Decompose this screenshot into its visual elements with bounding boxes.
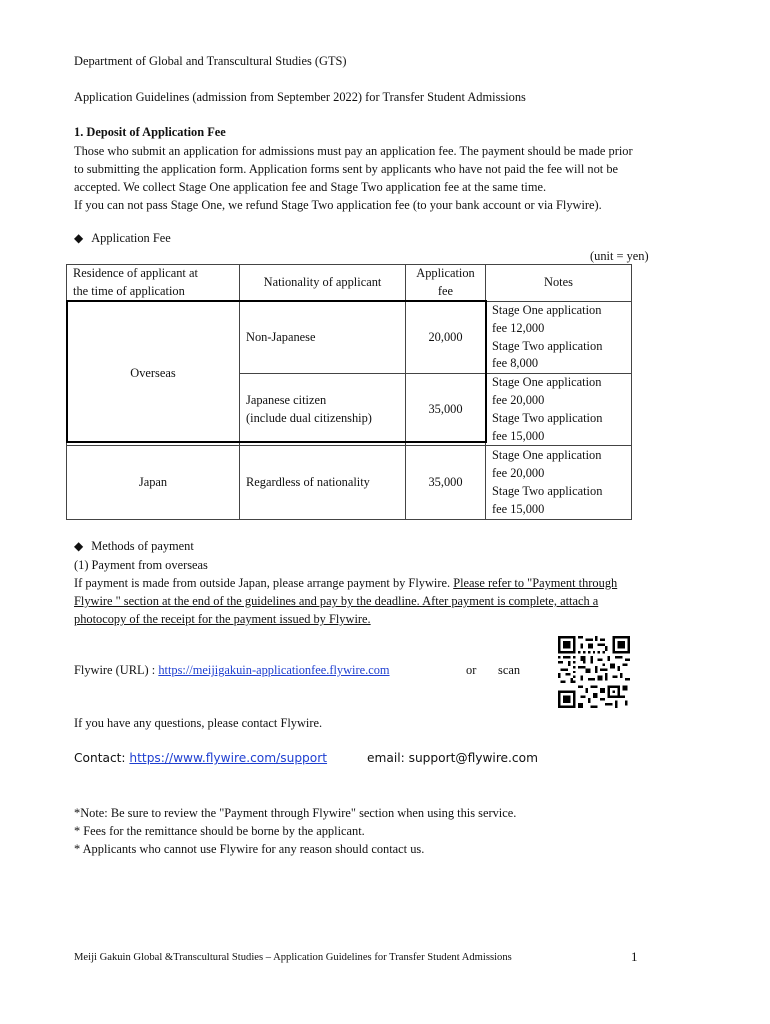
header-fee: Application fee <box>406 265 486 302</box>
header-residence-line: Residence of applicant at <box>73 266 198 281</box>
header-residence <box>67 265 240 302</box>
overseas-cell: Overseas <box>67 302 240 446</box>
fee-cell: 35,000 <box>406 446 486 520</box>
table-row <box>67 446 632 520</box>
payment-section-title <box>74 539 194 554</box>
notes-line: fee 12,000 <box>492 320 545 335</box>
payment-title-text: Methods of payment <box>91 539 194 553</box>
qr-code-image[interactable] <box>557 636 631 708</box>
notes-line: fee 15,000 <box>492 428 545 443</box>
questions-text: If you have any questions, please contact Flywire. <box>74 716 323 730</box>
unit-label: (unit = yen) <box>590 249 649 263</box>
nationality-line: (include dual citizenship) <box>246 410 372 425</box>
diamond-bullet-icon: ◆ <box>74 231 84 245</box>
nationality-line: Regardless of nationality <box>246 474 370 489</box>
flywire-url-link[interactable]: https://meijigakuin-applicationfee.flywire.com <box>158 663 390 677</box>
notes-line: Stage One application <box>492 375 602 390</box>
contact-line <box>74 751 327 765</box>
note-line: * Applicants who cannot use Flywire for any reason should contact us. <box>74 842 425 856</box>
notes-line: fee 20,000 <box>492 466 545 481</box>
nationality-cell <box>240 446 406 520</box>
table-header-row <box>67 265 632 302</box>
nationality-line: Japanese citizen <box>246 392 327 407</box>
paragraph-line: accepted. We collect Stage One application fee and Stage Two application fee at the same time. <box>74 180 547 194</box>
contact-url-link[interactable]: https://www.flywire.com/support <box>129 751 328 765</box>
department-title: Department of Global and Transcultural Studies (GTS) <box>74 54 347 68</box>
paragraph-line: Those who submit an application for admissions must pay an application fee. The payment should be made prior <box>74 144 633 158</box>
payment-underlined-line: photocopy of the receipt for the payment issued by Flywire. <box>74 612 371 626</box>
notes-line: fee 15,000 <box>492 501 545 516</box>
nationality-line: Non-Japanese <box>246 329 316 344</box>
notes-line: Stage Two application <box>492 483 603 498</box>
note-line: *Note: Be sure to review the "Payment through Flywire" section when using this service. <box>74 806 517 820</box>
payment-underlined-line: Flywire " section at the end of the guidelines and pay by the deadline. After payment is complete, attach a <box>74 594 599 608</box>
notes-line: fee 8,000 <box>492 356 539 371</box>
section1-heading: 1. Deposit of Application Fee <box>74 125 226 139</box>
notes-cell <box>486 446 632 520</box>
fee-cell: 20,000 <box>406 302 486 374</box>
notes-cell <box>486 374 632 446</box>
notes-cell <box>486 302 632 374</box>
nationality-cell <box>240 374 406 446</box>
flywire-url-line <box>74 663 390 678</box>
scan-text: scan <box>498 663 521 677</box>
notes-line: Stage Two application <box>492 410 603 425</box>
nationality-cell <box>240 302 406 374</box>
or-text: or <box>466 663 477 677</box>
table-row <box>67 302 632 374</box>
fee-section-title <box>74 231 171 246</box>
guidelines-title: Application Guidelines (admission from September 2022) for Transfer Student Admissions <box>74 90 526 104</box>
notes-line: Stage Two application <box>492 338 603 353</box>
note-line: * Fees for the remittance should be borne by the applicant. <box>74 824 365 838</box>
notes-line: Stage One application <box>492 448 602 463</box>
header-nationality: Nationality of applicant <box>240 265 406 302</box>
section1-paragraph <box>74 142 714 214</box>
payment-plain-text: If payment is made from outside Japan, please arrange payment by Flywire. <box>74 576 454 590</box>
payment-line <box>74 574 714 592</box>
header-notes: Notes <box>486 265 632 302</box>
flywire-label: Flywire (URL) : <box>74 663 159 677</box>
diamond-bullet-icon: ◆ <box>74 539 84 553</box>
fee-table <box>66 264 632 520</box>
notes-line: fee 20,000 <box>492 392 545 407</box>
notes-block <box>74 804 714 858</box>
footer-text: Meiji Gakuin Global &Transcultural Studies – Application Guidelines for Transfer Student Admissions <box>74 952 512 963</box>
page-number: 1 <box>631 949 638 964</box>
japan-cell: Japan <box>67 446 240 520</box>
paragraph-line: to submitting the application form. Application forms sent by applicants who have not paid the fee will not be <box>74 162 619 176</box>
payment-overseas-block <box>74 556 714 628</box>
payment-underlined-text: Please refer to "Payment through <box>453 576 618 590</box>
notes-line: Stage One application <box>492 303 602 317</box>
payment-sub: (1) Payment from overseas <box>74 558 208 572</box>
fee-title-text: Application Fee <box>91 231 171 245</box>
header-residence-line: the time of application <box>73 284 185 298</box>
contact-email[interactable]: email: support@flywire.com <box>367 751 538 765</box>
paragraph-line: If you can not pass Stage One, we refund Stage Two application fee (to your bank account or via Flywire). <box>74 198 602 212</box>
fee-cell: 35,000 <box>406 374 486 446</box>
contact-label: Contact: <box>74 751 130 765</box>
